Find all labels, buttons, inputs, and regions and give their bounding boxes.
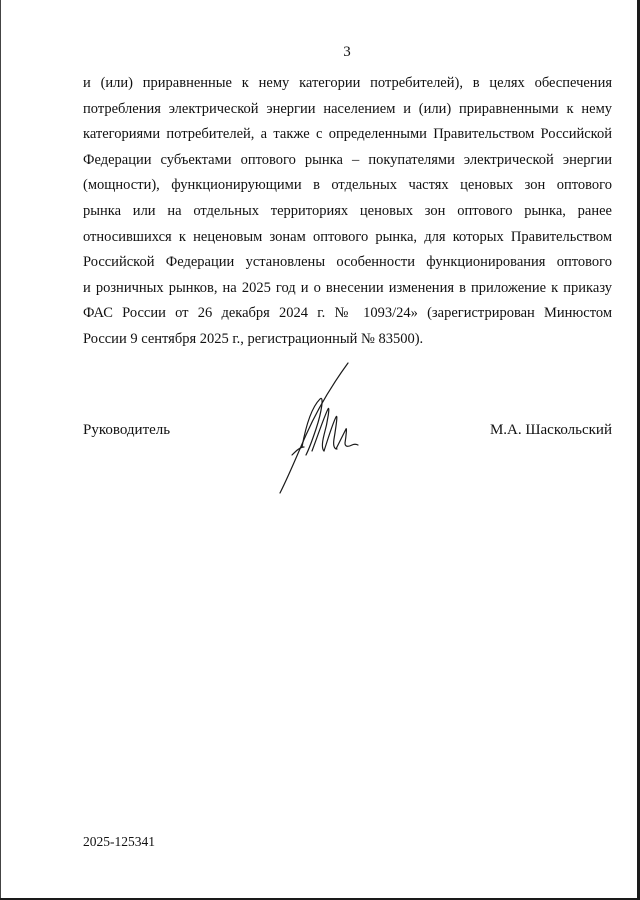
body-line: категориями потребителей, а также с определенными Правительством Российской [83, 126, 612, 143]
body-line: России 9 сентября 2025 г., регистрационный № 83500). [83, 330, 424, 347]
document-number: 2025-125341 [83, 834, 155, 849]
body-line: ФАС России от 26 декабря 2024 г. № 1093/24» (зарегистрирован Минюстом [83, 305, 612, 322]
body-line: и (или) приравненные к нему категории потребителей), в целях обеспечения [83, 75, 612, 91]
signatory-name: М.А. Шаскольский [489, 422, 612, 438]
signatory-title: Руководитель [83, 422, 171, 438]
signature-icon [262, 355, 372, 500]
scan-edge-left [0, 0, 1, 900]
body-line: и розничных рынков, на 2025 год и о внесении изменения в приложение к приказу [83, 279, 612, 296]
body-paragraph [83, 71, 612, 353]
body-line: рынка или на отдельных территориях ценовых зон оптового рынка, ранее [83, 202, 612, 219]
body-line: Российской Федерации установлены особенности функционирования оптового [83, 254, 612, 271]
body-line: (мощности), функционирующими в отдельных частях ценовых зон оптового [83, 177, 612, 194]
page-number: 3 [343, 44, 351, 60]
body-line: относившихся к неценовым зонам оптового рынка, для которых Правительством [83, 228, 612, 245]
body-line: потребления электрической энергии населением и (или) приравненными к нему [83, 100, 612, 117]
body-line: Федерации субъектами оптового рынка – покупателями электрической энергии [83, 151, 612, 168]
